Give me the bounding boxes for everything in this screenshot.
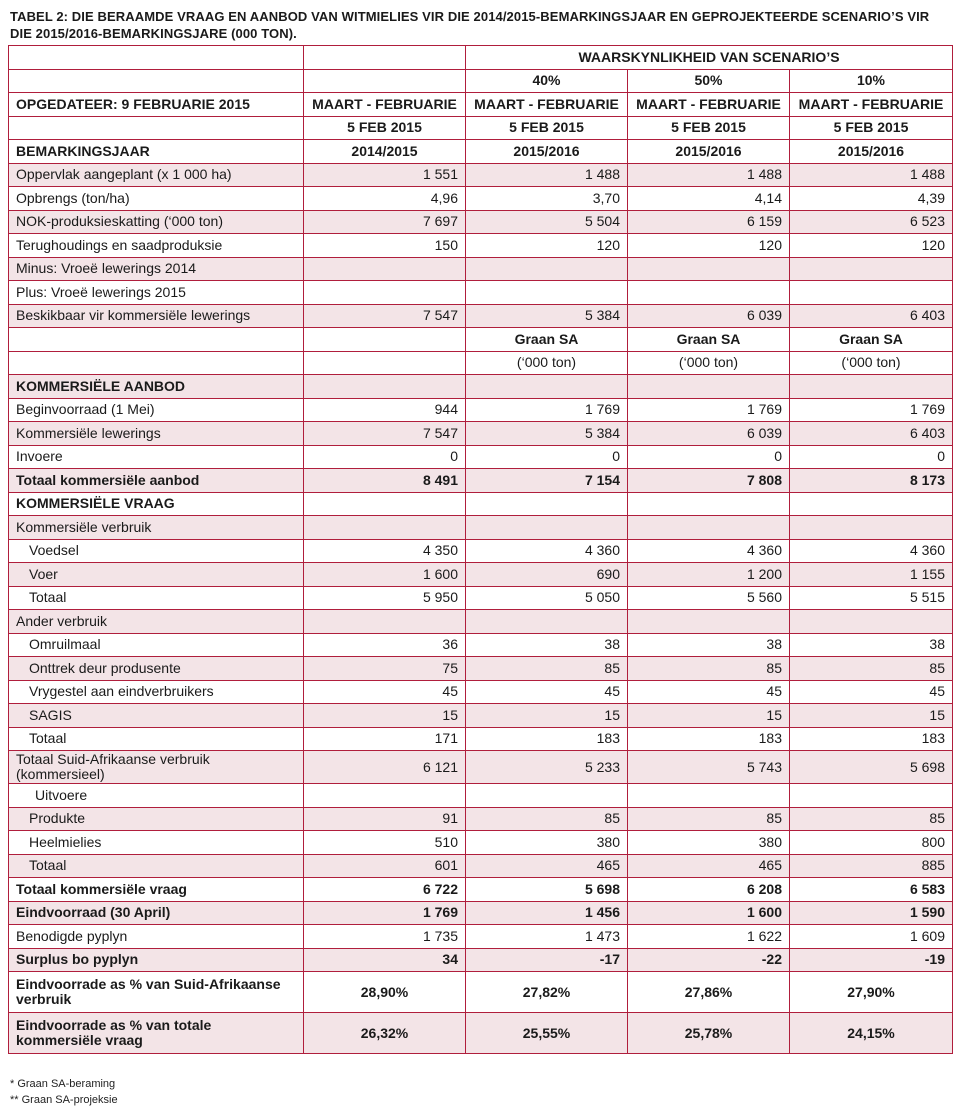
row-label: Beskikbaar vir kommersiële lewerings <box>9 304 304 328</box>
unit-row <box>9 351 953 375</box>
value-cell: 120 <box>628 234 790 258</box>
row-label: Voedsel <box>9 539 304 563</box>
value-cell: (‘000 ton) <box>466 351 628 375</box>
value-cell <box>628 375 790 399</box>
value-cell: 45 <box>304 680 466 704</box>
value-cell: 1 622 <box>628 925 790 949</box>
value-cell: 1 600 <box>628 901 790 925</box>
value-cell <box>628 784 790 808</box>
period-cell: MAART - FEBRUARIE <box>790 93 953 117</box>
value-cell: 5 698 <box>466 878 628 902</box>
value-cell: 0 <box>304 445 466 469</box>
probability-header: WAARSKYNLIKHEID VAN SCENARIO’S <box>466 46 953 70</box>
value-cell <box>304 375 466 399</box>
value-cell: 7 547 <box>304 422 466 446</box>
value-cell: 4,39 <box>790 187 953 211</box>
maize-supply-demand-table <box>8 45 953 1054</box>
table-row <box>9 422 953 446</box>
value-cell: 26,32% <box>304 1013 466 1054</box>
header-row-period <box>9 93 953 117</box>
value-cell <box>304 257 466 281</box>
marketing-year-label: BEMARKINGSJAAR <box>9 140 304 164</box>
value-cell: 15 <box>628 704 790 728</box>
value-cell <box>790 281 953 305</box>
value-cell: 25,55% <box>466 1013 628 1054</box>
table-row <box>9 539 953 563</box>
row-label: Beginvoorraad (1 Mei) <box>9 398 304 422</box>
value-cell: 85 <box>466 657 628 681</box>
value-cell: Graan SA <box>628 328 790 352</box>
header-row-marketing-year <box>9 140 953 164</box>
value-cell: 1 735 <box>304 925 466 949</box>
table-row <box>9 163 953 187</box>
value-cell: 5 384 <box>466 304 628 328</box>
value-cell <box>466 281 628 305</box>
value-cell: 0 <box>466 445 628 469</box>
value-cell: Graan SA <box>790 328 953 352</box>
value-cell: 6 159 <box>628 210 790 234</box>
date-cell: 5 FEB 2015 <box>466 116 628 140</box>
table-row <box>9 633 953 657</box>
value-cell: 45 <box>790 680 953 704</box>
table-row <box>9 398 953 422</box>
value-cell: 5 384 <box>466 422 628 446</box>
row-label: Opbrengs (ton/ha) <box>9 187 304 211</box>
period-cell: MAART - FEBRUARIE <box>466 93 628 117</box>
row-label <box>9 351 304 375</box>
row-label: Eindvoorrade as % van Suid-Afrikaanse verbruik <box>9 972 304 1013</box>
year-cell: 2015/2016 <box>790 140 953 164</box>
section-heading <box>9 375 953 399</box>
row-label: Oppervlak aangeplant (x 1 000 ha) <box>9 163 304 187</box>
table-row <box>9 878 953 902</box>
row-label: Surplus bo pyplyn <box>9 948 304 972</box>
table-body <box>9 46 953 1054</box>
table-row <box>9 257 953 281</box>
value-cell: 6 403 <box>790 422 953 446</box>
value-cell: 1 769 <box>304 901 466 925</box>
value-cell: 4,14 <box>628 187 790 211</box>
table-row <box>9 469 953 493</box>
table-row <box>9 234 953 258</box>
value-cell: 1 590 <box>790 901 953 925</box>
value-cell: 1 769 <box>466 398 628 422</box>
value-cell: 1 488 <box>466 163 628 187</box>
row-label: NOK-produksieskatting (‘000 ton) <box>9 210 304 234</box>
value-cell: 8 491 <box>304 469 466 493</box>
value-cell: 6 523 <box>790 210 953 234</box>
value-cell <box>304 492 466 516</box>
table-row <box>9 210 953 234</box>
table-title: TABEL 2: DIE BERAAMDE VRAAG EN AANBOD VAN WITMIELIES VIR DIE 2014/2015-BEMARKINGSJAAR EN GEPROJEKTEERDE SCENARIO’S VIR DIE 2015/2016-BEMARKINGSJARE (000 TON). <box>10 9 930 41</box>
value-cell: 6 403 <box>790 304 953 328</box>
value-cell: 6 039 <box>628 422 790 446</box>
value-cell <box>628 610 790 634</box>
value-cell: 85 <box>466 807 628 831</box>
row-label: Totaal kommersiële aanbod <box>9 469 304 493</box>
table-row <box>9 727 953 751</box>
value-cell: 800 <box>790 831 953 855</box>
value-cell: 465 <box>466 854 628 878</box>
table-row <box>9 304 953 328</box>
value-cell: 45 <box>466 680 628 704</box>
value-cell: 4 360 <box>628 539 790 563</box>
value-cell: Graan SA <box>466 328 628 352</box>
value-cell: 1 155 <box>790 563 953 587</box>
value-cell: 38 <box>790 633 953 657</box>
value-cell: 6 121 <box>304 751 466 784</box>
value-cell: 15 <box>790 704 953 728</box>
value-cell: 38 <box>628 633 790 657</box>
value-cell: 36 <box>304 633 466 657</box>
table-row <box>9 1013 953 1054</box>
value-cell <box>628 516 790 540</box>
value-cell <box>466 784 628 808</box>
row-label: Terughoudings en saadproduksie <box>9 234 304 258</box>
value-cell <box>790 784 953 808</box>
value-cell: 75 <box>304 657 466 681</box>
value-cell: 150 <box>304 234 466 258</box>
value-cell: 85 <box>790 807 953 831</box>
date-cell: 5 FEB 2015 <box>628 116 790 140</box>
value-cell: (‘000 ton) <box>790 351 953 375</box>
row-label: Produkte <box>9 807 304 831</box>
pct-cell: 10% <box>790 69 953 93</box>
row-label <box>9 328 304 352</box>
value-cell: 183 <box>628 727 790 751</box>
value-cell <box>790 610 953 634</box>
row-label: Invoere <box>9 445 304 469</box>
value-cell: 27,86% <box>628 972 790 1013</box>
value-cell <box>466 492 628 516</box>
table-row <box>9 657 953 681</box>
row-label: Benodigde pyplyn <box>9 925 304 949</box>
year-cell: 2015/2016 <box>466 140 628 164</box>
value-cell: -19 <box>790 948 953 972</box>
value-cell: 120 <box>466 234 628 258</box>
row-label: Totaal kommersiële vraag <box>9 878 304 902</box>
value-cell <box>304 351 466 375</box>
updated-label: OPGEDATEER: 9 FEBRUARIE 2015 <box>9 93 304 117</box>
value-cell <box>790 375 953 399</box>
subsection-heading <box>9 516 953 540</box>
row-label: Uitvoere <box>9 784 304 808</box>
value-cell: 27,82% <box>466 972 628 1013</box>
value-cell: 1 488 <box>628 163 790 187</box>
value-cell: 34 <box>304 948 466 972</box>
year-cell: 2015/2016 <box>628 140 790 164</box>
row-label: Voer <box>9 563 304 587</box>
value-cell: 5 233 <box>466 751 628 784</box>
value-cell: -17 <box>466 948 628 972</box>
header-row-percent <box>9 69 953 93</box>
value-cell: 25,78% <box>628 1013 790 1054</box>
value-cell: 6 722 <box>304 878 466 902</box>
value-cell: 601 <box>304 854 466 878</box>
table-row <box>9 680 953 704</box>
value-cell: 183 <box>466 727 628 751</box>
footnote: ** Graan SA-projeksie <box>10 1094 118 1106</box>
value-cell <box>790 492 953 516</box>
value-cell: 6 583 <box>790 878 953 902</box>
value-cell: 45 <box>628 680 790 704</box>
value-cell <box>628 281 790 305</box>
table-row <box>9 831 953 855</box>
row-label: Totaal <box>9 586 304 610</box>
value-cell: -22 <box>628 948 790 972</box>
value-cell: 1 200 <box>628 563 790 587</box>
value-cell: 1 488 <box>790 163 953 187</box>
row-label: Ander verbruik <box>9 610 304 634</box>
value-cell: 5 743 <box>628 751 790 784</box>
value-cell: 85 <box>628 657 790 681</box>
table-row <box>9 901 953 925</box>
value-cell <box>304 328 466 352</box>
value-cell <box>790 516 953 540</box>
row-label: Vrygestel aan eindverbruikers <box>9 680 304 704</box>
value-cell: 4 360 <box>466 539 628 563</box>
row-label: Totaal <box>9 727 304 751</box>
value-cell: 0 <box>790 445 953 469</box>
value-cell: 4,96 <box>304 187 466 211</box>
value-cell: 944 <box>304 398 466 422</box>
value-cell: 380 <box>466 831 628 855</box>
value-cell <box>628 257 790 281</box>
value-cell: 4 350 <box>304 539 466 563</box>
row-label: SAGIS <box>9 704 304 728</box>
value-cell: 183 <box>790 727 953 751</box>
value-cell: 1 609 <box>790 925 953 949</box>
date-cell: 5 FEB 2015 <box>304 116 466 140</box>
row-label: KOMMERSIËLE AANBOD <box>9 375 304 399</box>
value-cell <box>304 610 466 634</box>
value-cell: 1 473 <box>466 925 628 949</box>
value-cell: 15 <box>304 704 466 728</box>
value-cell <box>466 375 628 399</box>
value-cell <box>628 492 790 516</box>
value-cell: 1 600 <box>304 563 466 587</box>
value-cell: 5 560 <box>628 586 790 610</box>
value-cell <box>304 516 466 540</box>
value-cell: 91 <box>304 807 466 831</box>
row-label: Eindvoorraad (30 April) <box>9 901 304 925</box>
source-row <box>9 328 953 352</box>
table-row <box>9 751 953 784</box>
subsection-heading <box>9 610 953 634</box>
row-label: Kommersiële lewerings <box>9 422 304 446</box>
value-cell <box>790 257 953 281</box>
value-cell: 7 547 <box>304 304 466 328</box>
year-cell: 2014/2015 <box>304 140 466 164</box>
period-cell: MAART - FEBRUARIE <box>628 93 790 117</box>
value-cell: 465 <box>628 854 790 878</box>
date-cell: 5 FEB 2015 <box>790 116 953 140</box>
row-label: Totaal Suid-Afrikaanse verbruik (kommersieel) <box>9 751 304 784</box>
value-cell: 885 <box>790 854 953 878</box>
value-cell: 7 808 <box>628 469 790 493</box>
value-cell: 6 039 <box>628 304 790 328</box>
section-heading <box>9 492 953 516</box>
value-cell: 3,70 <box>466 187 628 211</box>
table-row <box>9 187 953 211</box>
value-cell <box>466 257 628 281</box>
table-row <box>9 704 953 728</box>
value-cell: 0 <box>628 445 790 469</box>
pct-cell: 40% <box>466 69 628 93</box>
value-cell: 6 208 <box>628 878 790 902</box>
table-row <box>9 925 953 949</box>
value-cell: 28,90% <box>304 972 466 1013</box>
subsection-heading <box>9 784 953 808</box>
value-cell <box>304 281 466 305</box>
row-label: Totaal <box>9 854 304 878</box>
value-cell: 380 <box>628 831 790 855</box>
table-row <box>9 445 953 469</box>
value-cell <box>466 516 628 540</box>
value-cell: 5 050 <box>466 586 628 610</box>
table-row <box>9 586 953 610</box>
value-cell <box>466 610 628 634</box>
header-row-probability <box>9 46 953 70</box>
value-cell: 690 <box>466 563 628 587</box>
value-cell: 1 551 <box>304 163 466 187</box>
value-cell: 171 <box>304 727 466 751</box>
value-cell: 38 <box>466 633 628 657</box>
value-cell: 5 504 <box>466 210 628 234</box>
value-cell: 5 950 <box>304 586 466 610</box>
value-cell: 5 698 <box>790 751 953 784</box>
value-cell: 5 515 <box>790 586 953 610</box>
value-cell: 1 456 <box>466 901 628 925</box>
table-row <box>9 563 953 587</box>
value-cell: 7 697 <box>304 210 466 234</box>
row-label: Eindvoorrade as % van totale kommersiële vraag <box>9 1013 304 1054</box>
table-row <box>9 854 953 878</box>
value-cell: 7 154 <box>466 469 628 493</box>
footnote: * Graan SA-beraming <box>10 1078 116 1090</box>
row-label: Omruilmaal <box>9 633 304 657</box>
row-label: Kommersiële verbruik <box>9 516 304 540</box>
value-cell: (‘000 ton) <box>628 351 790 375</box>
header-row-date <box>9 116 953 140</box>
row-label: Plus: Vroeë lewerings 2015 <box>9 281 304 305</box>
table-row <box>9 948 953 972</box>
period-cell: MAART - FEBRUARIE <box>304 93 466 117</box>
value-cell: 4 360 <box>790 539 953 563</box>
pct-cell: 50% <box>628 69 790 93</box>
value-cell: 15 <box>466 704 628 728</box>
row-label: Minus: Vroeë lewerings 2014 <box>9 257 304 281</box>
table-row <box>9 807 953 831</box>
row-label: KOMMERSIËLE VRAAG <box>9 492 304 516</box>
value-cell: 85 <box>790 657 953 681</box>
value-cell <box>304 784 466 808</box>
row-label: Heelmielies <box>9 831 304 855</box>
value-cell: 85 <box>628 807 790 831</box>
value-cell: 24,15% <box>790 1013 953 1054</box>
table-row <box>9 281 953 305</box>
value-cell: 510 <box>304 831 466 855</box>
value-cell: 1 769 <box>790 398 953 422</box>
row-label: Onttrek deur produsente <box>9 657 304 681</box>
value-cell: 8 173 <box>790 469 953 493</box>
value-cell: 1 769 <box>628 398 790 422</box>
value-cell: 120 <box>790 234 953 258</box>
table-row <box>9 972 953 1013</box>
value-cell: 27,90% <box>790 972 953 1013</box>
